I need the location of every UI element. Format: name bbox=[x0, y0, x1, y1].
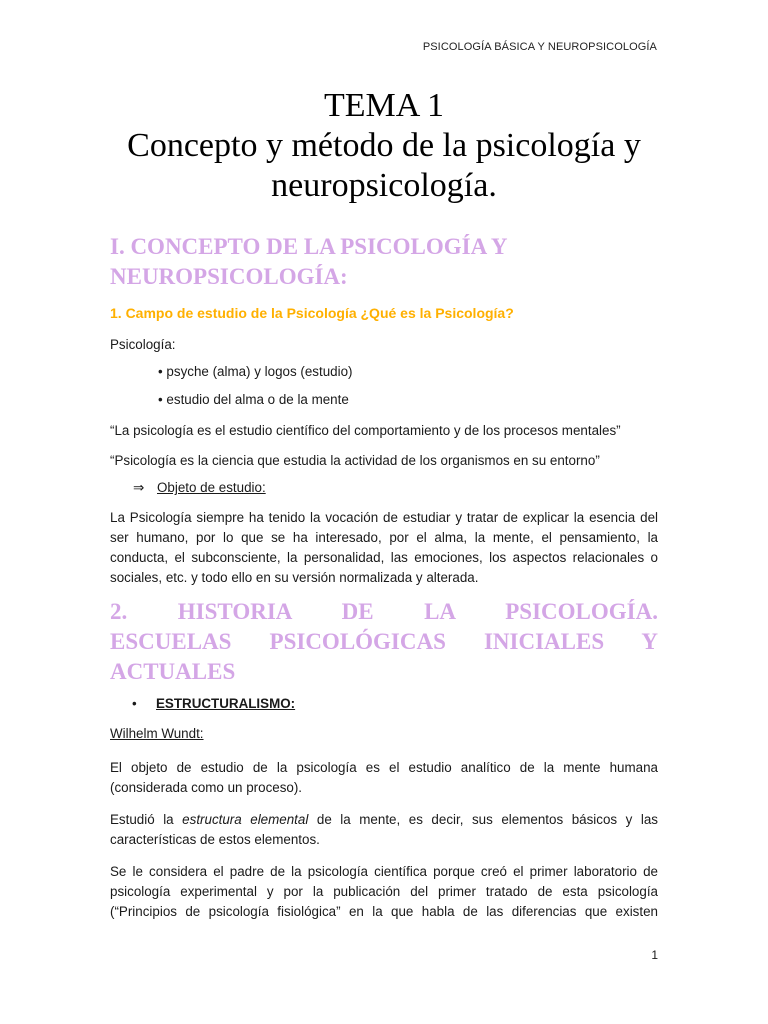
right-arrow-icon: ⇒ bbox=[133, 480, 145, 495]
para2-italic: estructura elemental bbox=[182, 812, 309, 827]
section2-paragraph-3 bbox=[110, 862, 658, 922]
title-line-3: neuropsicología. bbox=[271, 167, 497, 204]
psicologia-label: Psicología: bbox=[110, 337, 176, 352]
list-item-text: estudio del alma o de la mente bbox=[166, 392, 349, 407]
page-number: 1 bbox=[651, 948, 658, 962]
section1-heading-line-2: NEUROPSICOLOGÍA: bbox=[110, 264, 348, 289]
list-item: • estudio del alma o de la mente bbox=[158, 392, 349, 407]
section1-heading-line-1: I. CONCEPTO DE LA PSICOLOGÍA Y bbox=[110, 234, 508, 259]
section2-heading-line-1: 2. HISTORIA DE LA PSICOLOGÍA. bbox=[110, 599, 658, 624]
section2-paragraph-2 bbox=[110, 810, 658, 850]
quote-2: “Psicología es la ciencia que estudia la actividad de los organismos en su entorno” bbox=[110, 453, 600, 468]
objeto-estudio-line bbox=[133, 480, 266, 496]
section1-subheading: 1. Campo de estudio de la Psicología ¿Qué es la Psicología? bbox=[110, 305, 514, 321]
section2-paragraph-1: El objeto de estudio de la psicología es el estudio analítico de la mente humana (considerada como un proceso). bbox=[110, 760, 658, 795]
para3-line-3: (“Principios de psicología fisiológica” en la que habla de las diferencias que existen bbox=[110, 904, 658, 919]
objeto-estudio-label: Objeto de estudio: bbox=[157, 480, 266, 495]
list-item: • psyche (alma) y logos (estudio) bbox=[158, 364, 353, 379]
para3-line-1: Se le considera el padre de la psicología científica porque creó el primer laboratorio de bbox=[110, 864, 658, 879]
para3-line-2: psicología experimental y por la publicación del primer tratado de esta psicología bbox=[110, 884, 658, 899]
section2-heading-line-2: ESCUELAS PSICOLÓGICAS INICIALES Y bbox=[110, 629, 658, 654]
bullet-icon: • bbox=[132, 696, 137, 711]
estructuralismo-label: ESTRUCTURALISMO: bbox=[156, 696, 296, 711]
page-title bbox=[0, 86, 768, 206]
quote-1: “La psicología es el estudio científico del comportamiento y de los procesos mentales” bbox=[110, 423, 621, 438]
section1-paragraph: La Psicología siempre ha tenido la vocación de estudiar y tratar de explicar la esencia del ser humano, por lo que se ha interesado, por el alma, la mente, el pensamiento, la conducta, el subconsciente, la personalidad, las emociones, los aspectos relacionales o sociales, etc. y todo ello en su versión normalizada y alterada. bbox=[110, 510, 658, 585]
list-item bbox=[132, 696, 295, 711]
para2-text-before: Estudió la bbox=[110, 812, 183, 827]
section2-heading-line-3: ACTUALES bbox=[110, 659, 236, 684]
para2-text-after: de la mente, es decir, sus elementos básicos y las características de estos elementos. bbox=[110, 812, 658, 847]
list-item-text: psyche (alma) y logos (estudio) bbox=[166, 364, 353, 379]
title-line-2: Concepto y método de la psicología y bbox=[127, 127, 641, 164]
running-header: PSICOLOGÍA BÁSICA Y NEUROPSICOLOGÍA bbox=[422, 41, 657, 53]
section2-heading bbox=[110, 597, 658, 687]
section1-heading bbox=[110, 232, 658, 292]
title-line-1: TEMA 1 bbox=[324, 87, 444, 124]
author-name: Wilhelm Wundt: bbox=[110, 726, 204, 741]
